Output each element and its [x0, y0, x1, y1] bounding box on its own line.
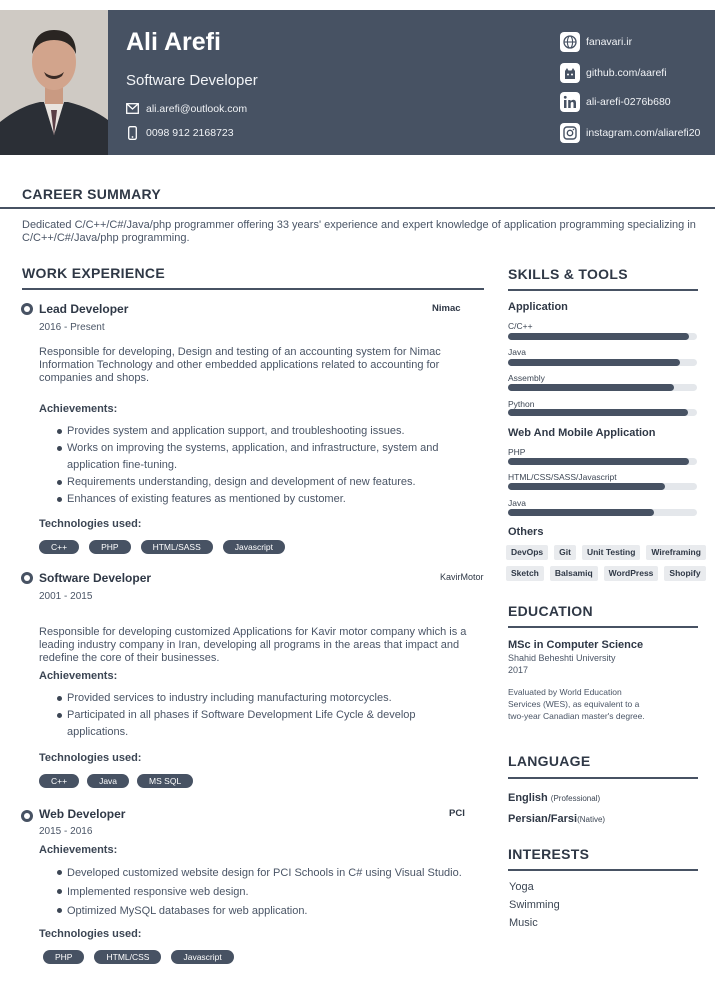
- tech-tag: HTML/CSS: [94, 950, 161, 964]
- tech-tag: C++: [39, 540, 79, 554]
- skill-bar-fill: [508, 359, 680, 366]
- skill-bar-fill: [508, 509, 654, 516]
- technologies-label: Technologies used:: [39, 752, 142, 764]
- education-degree: MSc in Computer Science: [508, 639, 644, 651]
- skill-chip: Shopify: [664, 566, 705, 581]
- skill-chip: Balsamiq: [550, 566, 598, 581]
- skill-bar: [508, 333, 697, 340]
- work-experience-heading: WORK EXPERIENCE: [22, 265, 165, 281]
- job-dates: 2015 - 2016: [39, 826, 93, 837]
- skill-name: Python: [508, 399, 535, 409]
- skill-name: Assembly: [508, 373, 545, 383]
- instagram-icon: [560, 123, 580, 143]
- skill-bar-fill: [508, 333, 689, 340]
- achievements-list: [57, 690, 462, 741]
- tech-tag: HTML/SASS: [141, 540, 213, 554]
- email-text: ali.arefi@outlook.com: [146, 102, 248, 115]
- skill-bar-fill: [508, 409, 688, 416]
- work-divider: [22, 288, 484, 290]
- other-skills-chips: [506, 545, 706, 581]
- profile-photo: [0, 10, 108, 155]
- skill-bar: [508, 409, 697, 416]
- skill-chip: WordPress: [604, 566, 659, 581]
- list-item: Implemented responsive web design.: [57, 883, 462, 902]
- tech-tags: [39, 774, 193, 788]
- interest-item: Music: [509, 917, 538, 929]
- interests-divider: [508, 869, 698, 871]
- language-level: (Native): [577, 815, 606, 824]
- website-text: fanavari.ir: [586, 36, 633, 48]
- phone-icon: [126, 126, 139, 139]
- technologies-label: Technologies used:: [39, 928, 142, 940]
- career-summary-heading: CAREER SUMMARY: [22, 186, 162, 202]
- github-icon: [560, 63, 580, 83]
- list-item: Enhances of existing features as mentioned by customer.: [57, 491, 462, 508]
- education-heading: EDUCATION: [508, 603, 593, 619]
- github-link[interactable]: [560, 63, 667, 83]
- envelope-icon: [126, 102, 139, 115]
- tech-tags: [39, 540, 285, 554]
- candidate-name: Ali Arefi: [126, 28, 221, 56]
- skill-chip: Wireframing: [646, 545, 706, 560]
- tech-tag: PHP: [89, 540, 130, 554]
- website-link[interactable]: [560, 32, 632, 52]
- job-company: PCI: [449, 808, 465, 819]
- list-item: Works on improving the systems, application, and infrastructure, system and application fine-tuning.: [57, 440, 462, 474]
- tech-tag: PHP: [43, 950, 84, 964]
- language-name: English: [508, 792, 548, 804]
- list-item: Provides system and application support, and troubleshooting issues.: [57, 423, 462, 440]
- linkedin-text: ali-arefi-0276b680: [586, 96, 671, 108]
- achievements-label: Achievements:: [39, 403, 118, 415]
- language-heading: LANGUAGE: [508, 753, 591, 769]
- other-skills-label: Others: [508, 526, 544, 538]
- skill-name: Java: [508, 498, 526, 508]
- skill-bar: [508, 384, 697, 391]
- achievements-label: Achievements:: [39, 670, 118, 682]
- timeline-dot: [21, 810, 33, 822]
- skill-bar: [508, 509, 697, 516]
- skill-bar-fill: [508, 483, 665, 490]
- instagram-text: instagram.com/aliarefi20: [586, 127, 701, 139]
- tech-tags: [43, 950, 234, 964]
- language-name: Persian/Farsi: [508, 813, 578, 825]
- list-item: Participated in all phases if Software Development Life Cycle & develop applications.: [57, 707, 462, 741]
- job-description: Responsible for developing, Design and testing of an accounting system for Nimac Information Technology and other embedded applications related to accounting for companies and shops.: [39, 346, 441, 384]
- interest-item: Swimming: [509, 899, 560, 911]
- tech-tag: Javascript: [223, 540, 285, 554]
- skills-heading: SKILLS & TOOLS: [508, 266, 628, 282]
- achievements-list: [57, 864, 462, 921]
- education-university: Shahid Beheshti University: [508, 653, 616, 663]
- job-title: Software Developer: [39, 571, 152, 585]
- skill-name: HTML/CSS/SASS/Javascript: [508, 472, 617, 482]
- technologies-label: Technologies used:: [39, 518, 142, 530]
- skill-bar: [508, 483, 697, 490]
- job-dates: 2016 - Present: [39, 322, 105, 333]
- job-company: Nimac: [432, 303, 461, 314]
- linkedin-link[interactable]: [560, 92, 671, 112]
- education-note: Evaluated by World Education Services (WES), as equivalent to a two-year Canadian master's degree.: [508, 687, 645, 721]
- skill-bar-fill: [508, 458, 689, 465]
- phone-text: 0098 912 2168723: [146, 126, 234, 139]
- github-text: github.com/aarefi: [586, 67, 667, 79]
- job-title: Lead Developer: [39, 302, 129, 316]
- skill-chip: Unit Testing: [582, 545, 640, 560]
- list-item: Developed customized website design for PCI Schools in C# using Visual Studio.: [57, 864, 462, 883]
- phone-contact[interactable]: [126, 126, 234, 139]
- timeline-dot: [21, 572, 33, 584]
- tech-tag: MS SQL: [137, 774, 193, 788]
- skill-bar: [508, 458, 697, 465]
- tech-tag: Javascript: [171, 950, 233, 964]
- linkedin-icon: [560, 92, 580, 112]
- language-item: [508, 813, 605, 825]
- skill-name: Java: [508, 347, 526, 357]
- language-level: (Professional): [550, 794, 601, 803]
- interest-item: Yoga: [509, 881, 534, 893]
- language-divider: [508, 777, 698, 779]
- career-summary-text: Dedicated C/C++/C#/Java/php programmer offering 33 years' experience and expert knowledge of application programming specializing in C/C++/C#/Java/php programming.: [22, 219, 696, 244]
- skill-chip: Git: [554, 545, 576, 560]
- achievements-label: Achievements:: [39, 844, 118, 856]
- email-contact[interactable]: [126, 102, 247, 115]
- list-item: Optimized MySQL databases for web application.: [57, 902, 462, 921]
- tech-tag: Java: [87, 774, 129, 788]
- web-skills-label: Web And Mobile Application: [508, 427, 656, 439]
- language-item: [508, 792, 600, 804]
- job-title-headline: Software Developer: [126, 72, 258, 89]
- list-item: Requirements understanding, design and development of new features.: [57, 474, 462, 491]
- skills-divider: [508, 289, 698, 291]
- skill-name: PHP: [508, 447, 526, 457]
- summary-divider: [0, 207, 715, 209]
- skill-name: C/C++: [508, 321, 533, 331]
- achievements-list: [57, 423, 462, 508]
- education-year: 2017: [508, 665, 529, 675]
- education-divider: [508, 626, 698, 628]
- job-dates: 2001 - 2015: [39, 591, 93, 602]
- skill-bar-fill: [508, 384, 674, 391]
- skill-chip: Sketch: [506, 566, 544, 581]
- header-banner: [108, 10, 715, 155]
- list-item: Provided services to industry including manufacturing motorcycles.: [57, 690, 462, 707]
- job-title: Web Developer: [39, 807, 126, 821]
- timeline-dot: [21, 303, 33, 315]
- interests-heading: INTERESTS: [508, 846, 590, 862]
- job-company: KavirMotor: [440, 572, 484, 582]
- job-description: Responsible for developing customized Applications for Kavir motor company which is a leading industry company in Iran, developing all programs in the areas that impact and redefine the core of their businesses.: [39, 626, 467, 664]
- tech-tag: C++: [39, 774, 79, 788]
- skill-chip: DevOps: [506, 545, 548, 560]
- application-skills-label: Application: [508, 301, 568, 313]
- globe-icon: [560, 32, 580, 52]
- instagram-link[interactable]: [560, 123, 700, 143]
- skill-bar: [508, 359, 697, 366]
